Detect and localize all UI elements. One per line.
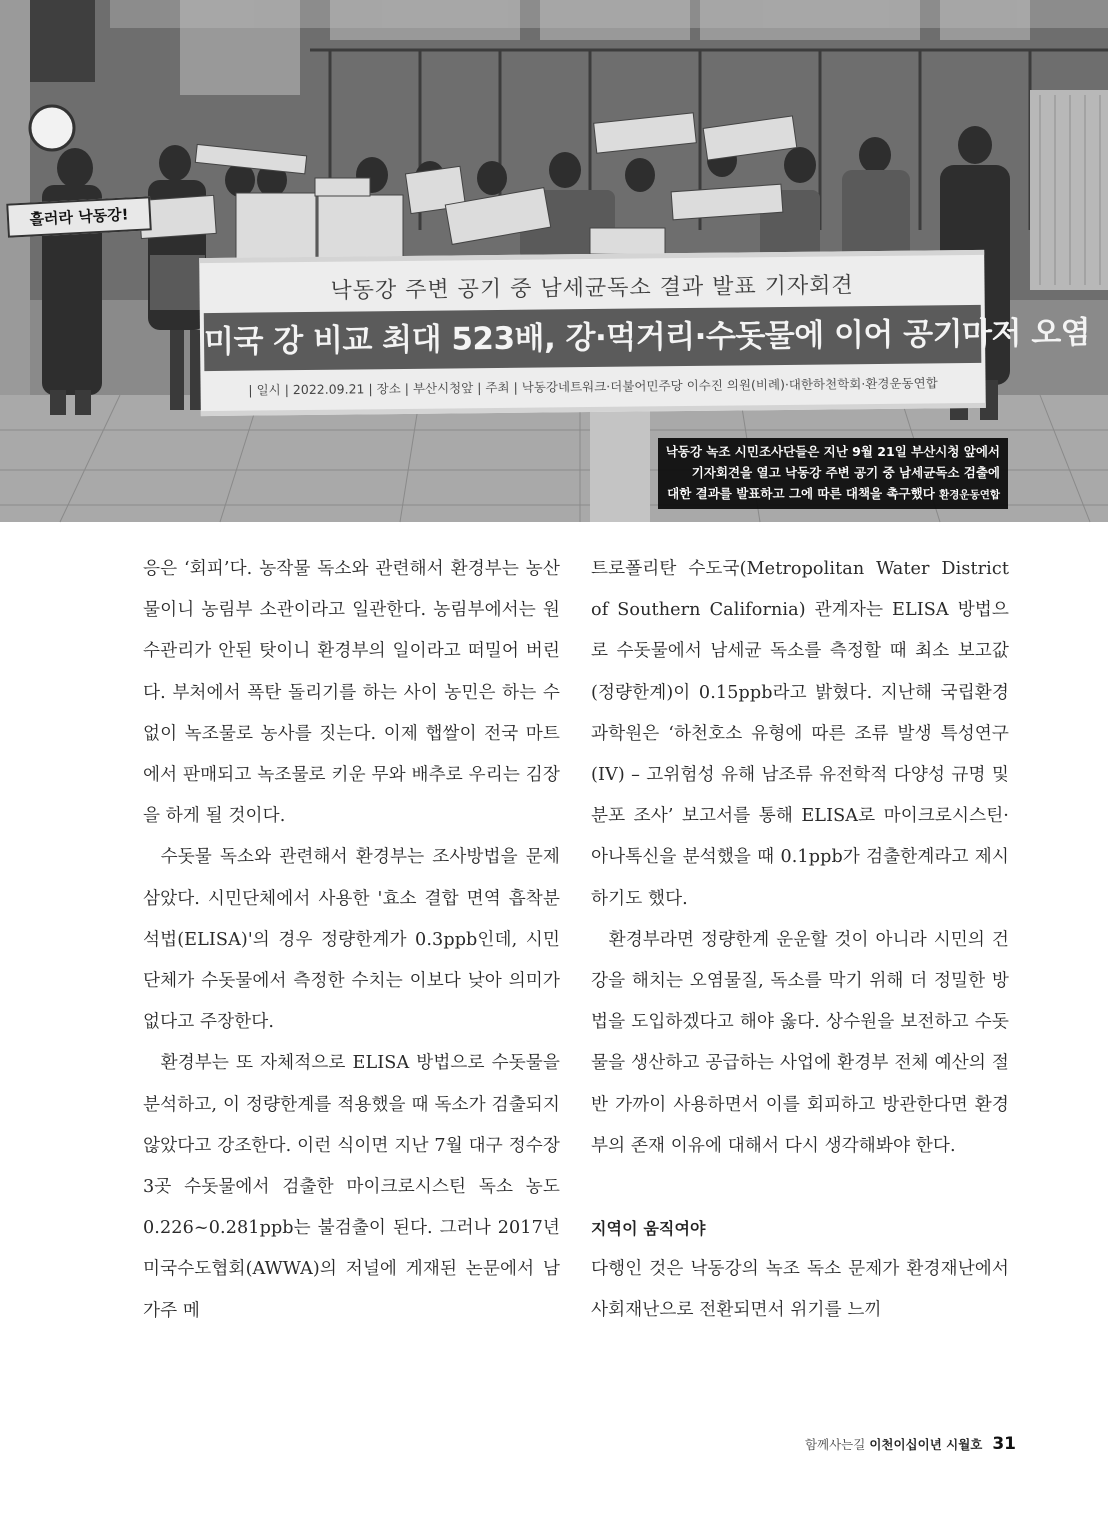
page-number: 31 (992, 1434, 1016, 1454)
footer-issue: 이천이십이년 시월호 (869, 1437, 983, 1452)
banner-title: 미국 강 비교 최대 523배, 강·먹거리·수돗물에 이어 공기마저 오염 (204, 305, 982, 371)
photo-caption (658, 438, 1008, 509)
paragraph: 환경부는 또 자체적으로 ELISA 방법으로 수돗물을 분석하고, 이 정량한계를 적용했을 때 독소가 검출되지 않았다고 강조한다. 이런 식이면 지난 7월 대구 정수장 3곳 수돗물에서 검출한 마이크로시스틴 독소 농도 0.226~0.281ppb는 불검출이 된다. 그러나 2017년 미국수도협회(AWWA)의 저널에 게재된 논문에서 남가주 메 (143, 1053, 560, 1321)
paragraph: 응은 ‘회피’다. 농작물 독소와 관련해서 환경부는 농산물이니 농림부 소관이라고 일관한다. 농림부에서는 원수관리가 안된 탓이니 환경부의 일이라고 떠밀어 버린다. 부처에서 폭탄 돌리기를 하는 사이 농민은 하는 수 없이 녹조물로 농사를 짓는다. 이제 햅쌀이 전국 마트에서 판매되고 녹조물로 키운 무와 배추로 우리는 김장을 하게 될 것이다. (143, 559, 560, 827)
banner-info: | 일시 | 2022.09.21 | 장소 | 부산시청앞 | 주최 | 낙동강네트워크·더불어민주당 이수진 의원(비례)·대한하천학회·환경운동연합 (248, 375, 938, 398)
right-column (591, 549, 1009, 1331)
banner-subtitle: 낙동강 주변 공기 중 남세균독소 결과 발표 기자회견 (330, 273, 854, 304)
caption-line: 낙동강 녹조 시민조사단들은 지난 9월 21일 부산시청 앞에서 (665, 444, 1000, 459)
caption-line: 기자회견을 열고 낙동강 주변 공기 중 남세균독소 검출에 (691, 465, 1000, 480)
paragraph: 수돗물 독소와 관련해서 환경부는 조사방법을 문제 삼았다. 시민단체에서 사용한 '효소 결합 면역 흡착분석법(ELISA)'의 경우 정량한계가 0.3ppb인데, 시민단체가 수돗물에서 측정한 수치는 이보다 낮아 의미가 없다고 주장한다. (143, 847, 560, 1033)
caption-credit: 환경운동연합 (939, 489, 1000, 501)
protest-banner (199, 250, 1091, 416)
paragraph: 트로폴리탄 수도국(Metropolitan Water District of Southern California) 관계자는 ELISA 방법으로 수돗물에서 남세균 독소를 측정할 때 최소 보고값(정량한계)이 0.15ppb라고 밝혔다. 지난해 국립환경과학원은 ‘하천호소 유형에 따른 조류 발생 특성연구(IV) – 고위험성 유해 남조류 유전학적 다양성 규명 및 분포 조사’ 보고서를 통해 ELISA로 마이크로시스틴·아나톡신을 분석했을 때 0.1ppb가 검출한계라고 제시하기도 했다. (591, 559, 1009, 909)
page-footer (805, 1434, 1016, 1454)
paragraph: 다행인 것은 낙동강의 녹조 독소 문제가 환경재난에서 사회재난으로 전환되면서 위기를 느끼 (591, 1259, 1009, 1321)
protest-sign: 흘러라 낙동강! (6, 196, 152, 237)
paragraph: 환경부라면 정량한계 운운할 것이 아니라 시민의 건강을 해치는 오염물질, 독소를 막기 위해 더 정밀한 방법을 도입하겠다고 해야 옳다. 상수원을 보전하고 수돗물을 생산하고 공급하는 사업에 환경부 전체 예산의 절반 가까이 사용하면서 이를 회피하고 방관한다면 환경부의 존재 이유에 대해서 다시 생각해봐야 한다. (591, 929, 1009, 1156)
caption-line-text: 대한 결과를 발표하고 그에 따른 대책을 촉구했다 (667, 486, 935, 501)
left-column (143, 549, 560, 1332)
caption-line (666, 483, 1000, 506)
section-heading: 지역이 움직여야 (591, 1219, 706, 1239)
footer-section: 함께사는길 (804, 1437, 866, 1452)
article-photo (0, 0, 1108, 522)
